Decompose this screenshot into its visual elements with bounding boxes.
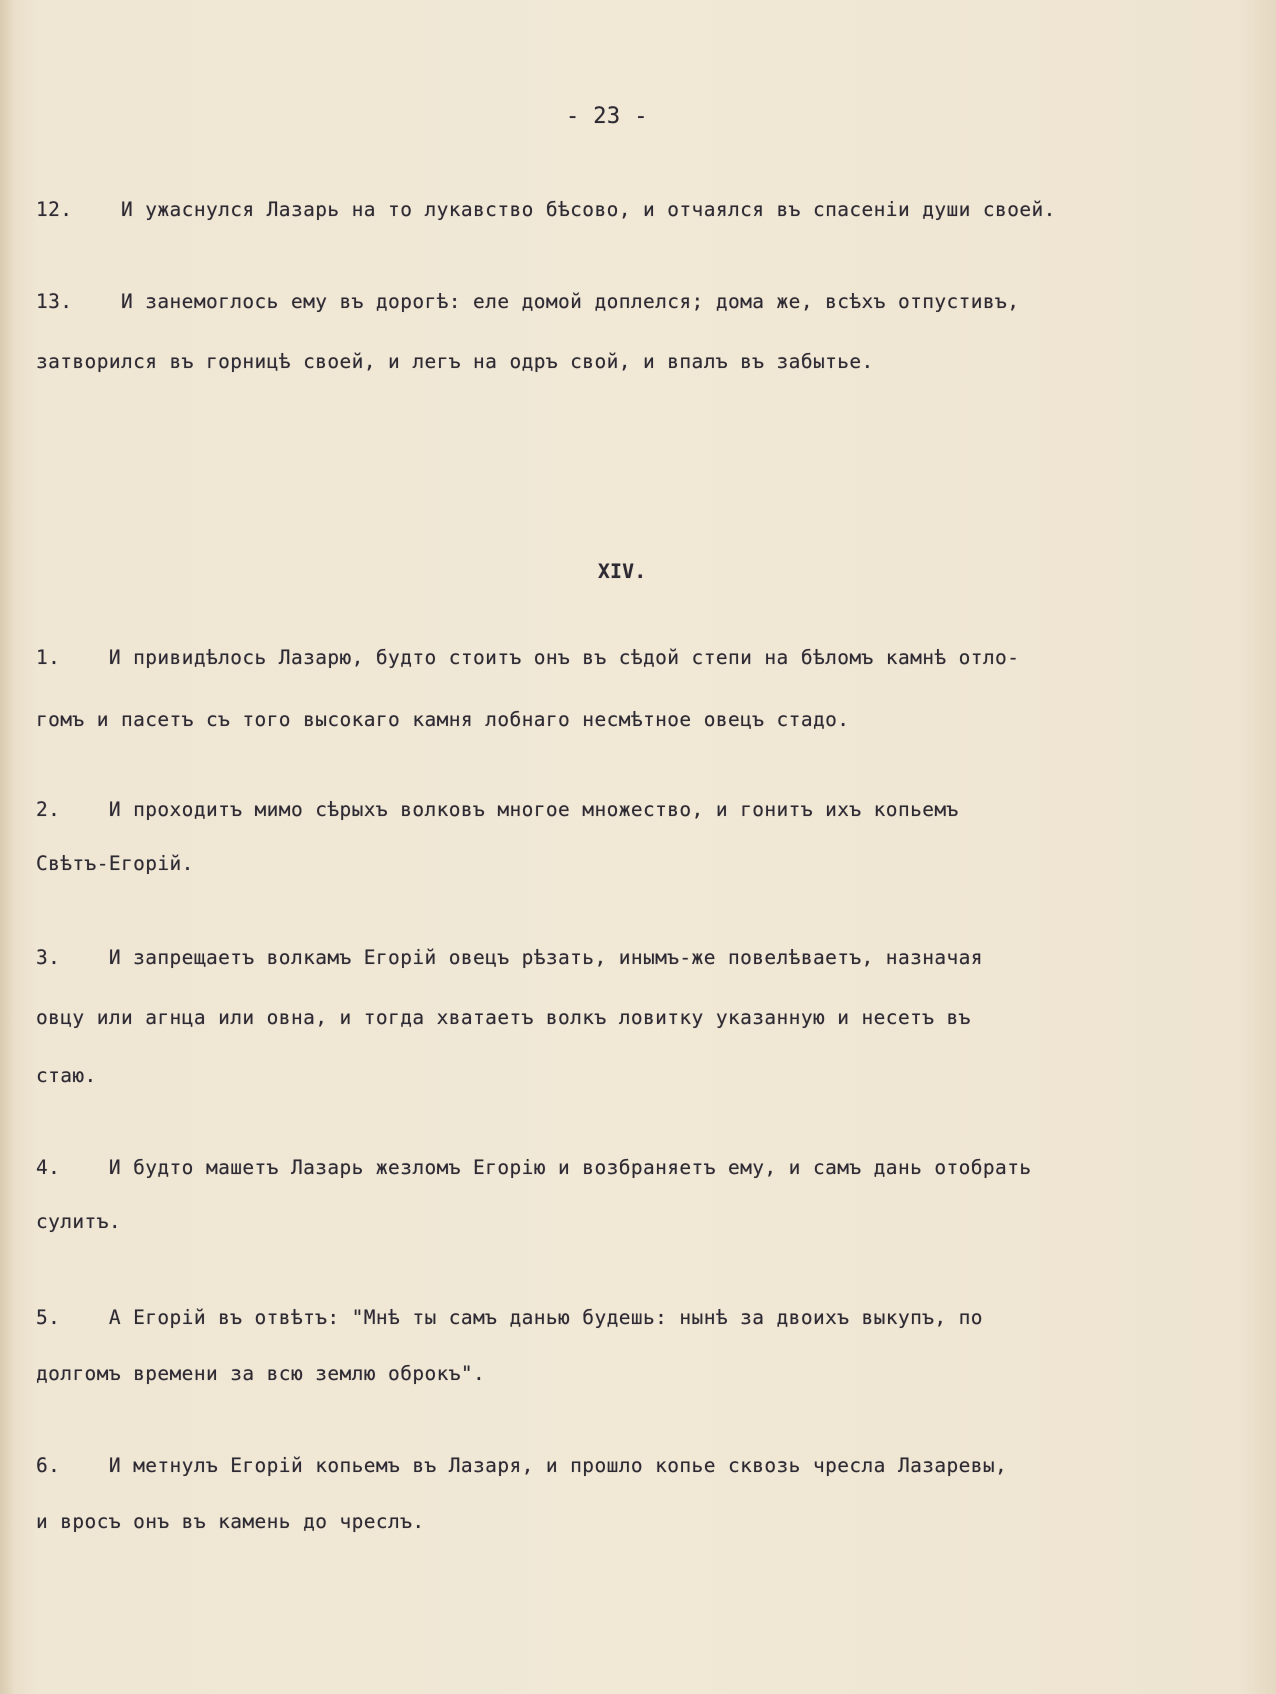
paragraph-2-line-1: 2. И проходитъ мимо сѣрыхъ волковъ многое множество, и гонитъ ихъ копьемъ	[36, 798, 959, 821]
paragraph-13-line-1: 13. И занемоглось ему въ дорогѣ: еле домой доплелся; дома же, всѣхъ отпустивъ,	[36, 290, 1020, 313]
page-number: - 23 -	[566, 104, 648, 129]
paragraph-3-line-3: стаю.	[36, 1064, 97, 1087]
paragraph-5-line-2: долгомъ времени за всю землю оброкъ".	[36, 1362, 486, 1385]
section-heading: XIV.	[598, 560, 647, 583]
paragraph-4-line-1: 4. И будто машетъ Лазарь жезломъ Егорiю и возбраняетъ ему, и самъ дань отобрать	[36, 1156, 1032, 1179]
paragraph-3-line-2: овцу или агнца или овна, и тогда хватаетъ волкъ ловитку указанную и несетъ въ	[36, 1006, 971, 1029]
paragraph-1-line-2: гомъ и пасетъ съ того высокаго камня лобнаго несмѣтное овецъ стадо.	[36, 708, 850, 731]
paragraph-6-line-1: 6. И метнулъ Егорiй копьемъ въ Лазаря, и прошло копье сквозь чресла Лазаревы,	[36, 1454, 1008, 1477]
paragraph-4-line-2: сулитъ.	[36, 1210, 121, 1233]
paragraph-6-line-2: и вросъ онъ въ камень до чреслъ.	[36, 1510, 425, 1533]
paragraph-2-line-2: Свѣтъ-Егорiй.	[36, 852, 194, 875]
paragraph-5-line-1: 5. А Егорiй въ отвѣтъ: "Мнѣ ты самъ данью будешь: нынѣ за двоихъ выкупъ, по	[36, 1306, 983, 1329]
paragraph-12-line-1: 12. И ужаснулся Лазарь на то лукавство бѣсово, и отчаялся въ спасенiи души своей.	[36, 198, 1056, 221]
paragraph-13-line-2: затворился въ горницѣ своей, и легъ на одръ свой, и впалъ въ забытье.	[36, 350, 874, 373]
paragraph-1-line-1: 1. И привидѣлось Лазарю, будто стоитъ онъ въ сѣдой степи на бѣломъ камнѣ отло-	[36, 646, 1020, 669]
paragraph-3-line-1: 3. И запрещаетъ волкамъ Егорiй овецъ рѣзать, инымъ-же повелѣваетъ, назначая	[36, 946, 983, 969]
